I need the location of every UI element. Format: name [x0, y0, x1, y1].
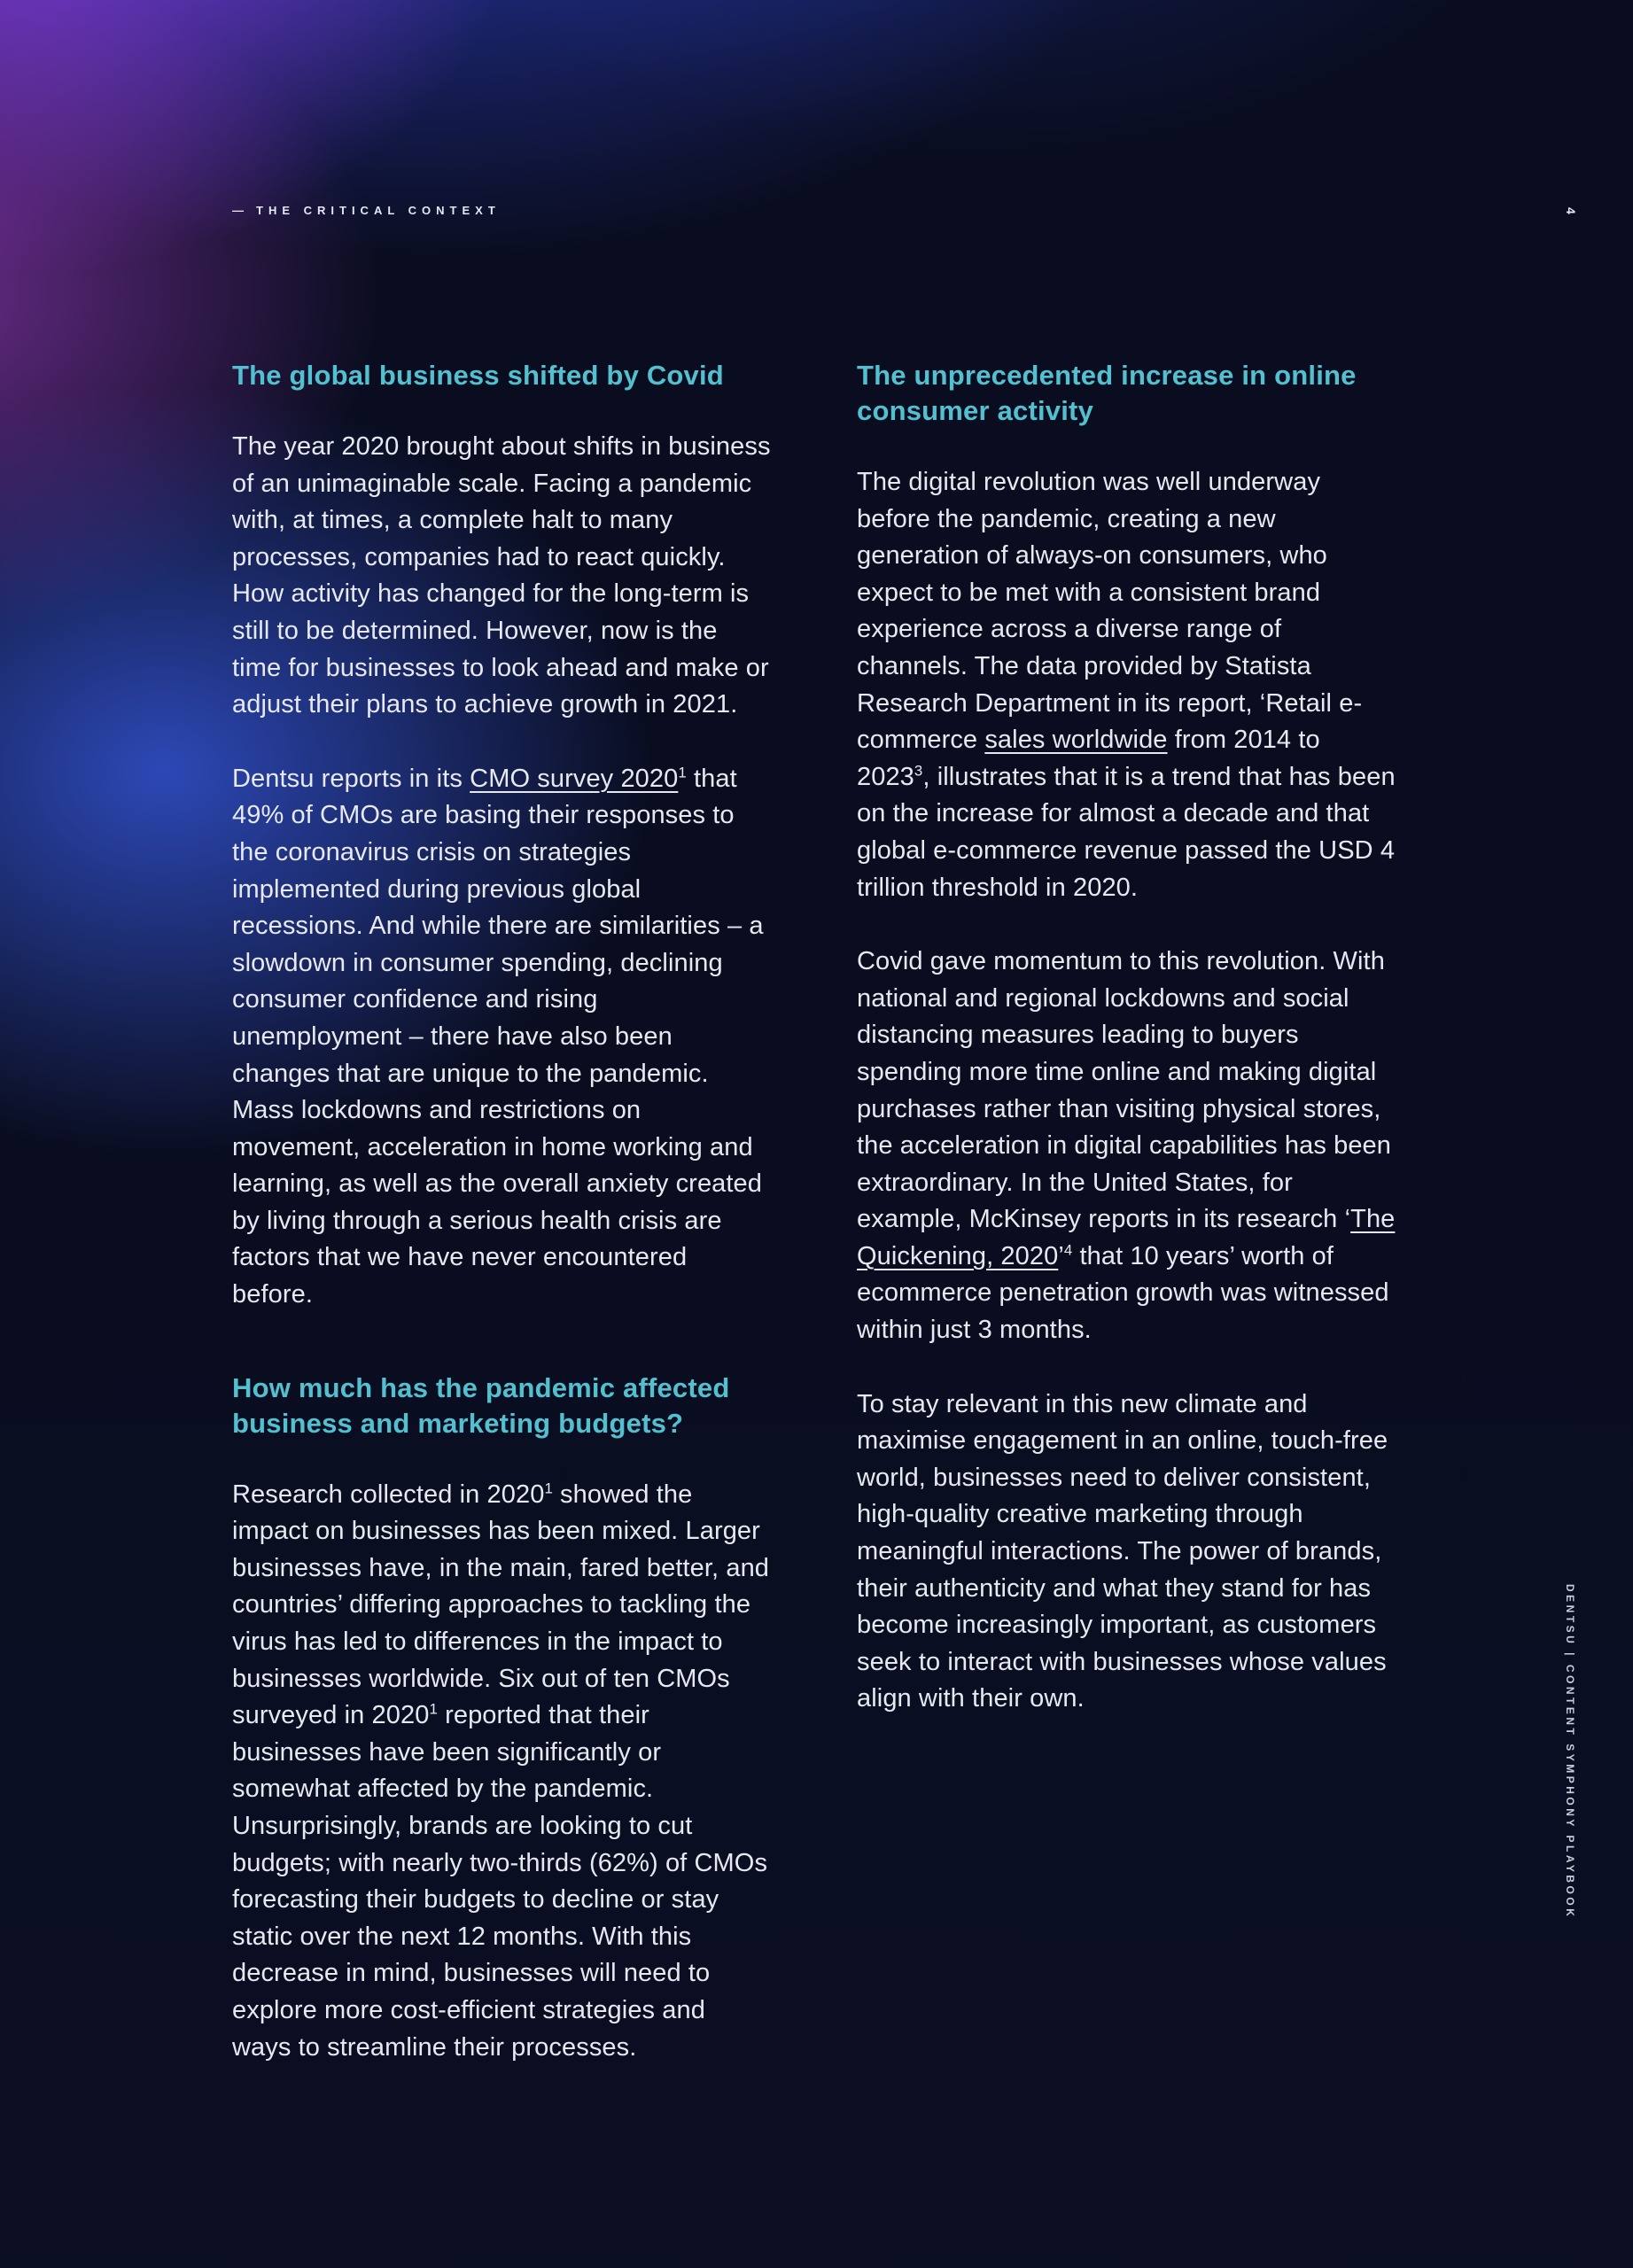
- text-segment: The digital revolution was well underway before the pandemic, creating a new generation of always-on consumers, who expect to be met with a consistent brand experience across a diverse range of channels. The data provided by Statista Research Department in its report, ‘Retail e-commerce: [857, 468, 1363, 755]
- heading-online-consumer: The unprecedented increase in online consumer activity: [857, 360, 1357, 426]
- para-year-2020: The year 2020 brought about shifts in business of an unimaginable scale. Facing a pandemic with, at times, a complete halt to many processes, companies had to react quickly. How activity has changed for the long-term is still to be determined. However, now is the time for businesses to look ahead and make or adjust their plans to achieve growth in 2021.: [232, 432, 771, 719]
- section-dash: —: [232, 204, 244, 217]
- text-segment: that 10 years’ worth of ecommerce penetration growth was witnessed within just 3 months.: [857, 1241, 1389, 1345]
- heading-pandemic-budgets: How much has the pandemic affected business and marketing budgets?: [232, 1371, 730, 1439]
- footnote-ref-1: 1: [429, 1700, 438, 1718]
- page-number: 4: [1564, 207, 1578, 214]
- section-marker: [232, 204, 501, 217]
- footnote-ref-3: 3: [914, 762, 923, 780]
- footnote-ref-4: 4: [1063, 1241, 1073, 1259]
- text-segment: , illustrates that it is a trend that has been on the increase for almost a decade and that global e-commerce revenue passed the USD 4 trillion threshold in 2020.: [857, 762, 1396, 902]
- para-covid-momentum: [857, 944, 1396, 1349]
- side-vertical-label: DENTSU | CONTENT SYMPHONY PLAYBOOK: [1564, 1584, 1576, 1920]
- link-sales-worldwide[interactable]: sales worldwide: [984, 726, 1168, 755]
- section-label: THE CRITICAL CONTEXT: [256, 204, 501, 217]
- text-segment: that 49% of CMOs are basing their responses to the coronavirus crisis on strategies implemented during previous global recessions. And while there are similarities – a slowdown in consumer spending, declining consumer confidence and rising unemployment – there have also been changes that are unique to the pandemic. Mass lockdowns and restrictions on movement, acceleration in home working and learning, as well as the overall anxiety created by living through a serious health crisis are factors that we have never encountered before.: [232, 764, 764, 1309]
- text-segment: Dentsu reports in its: [232, 764, 470, 793]
- text-segment: reported that their businesses have been significantly or somewhat affected by the pandemic. Unsurprisingly, brands are looking to cut budgets; with nearly two-thirds (62%) of CMOs forecasting their budgets to decline or stay static over the next 12 months. With this decrease in mind, businesses will need to explore more cost-efficient strategies and ways to streamline their processes.: [232, 1701, 768, 2062]
- footnote-ref-1: 1: [678, 764, 687, 781]
- link-cmo-survey-2020[interactable]: CMO survey 2020: [470, 764, 679, 793]
- para-dentsu-reports: [232, 761, 771, 1314]
- footnote-ref-1: 1: [544, 1480, 553, 1496]
- content-columns: [232, 358, 1396, 2103]
- text-segment: Research collected in 2020: [232, 1480, 545, 1509]
- heading-global-business: The global business shifted by Covid: [232, 360, 724, 391]
- text-segment: showed the impact on businesses has been mixed. Larger businesses have, in the main, fared better, and countries’ differing approaches to tackling the virus has led to differences in the impact to businesses worldwide. Six out of ten CMOs surveyed in 2020: [232, 1480, 770, 1730]
- para-stay-relevant: To stay relevant in this new climate and maximise engagement in an online, touch-free world, businesses need to deliver consistent, high-quality creative marketing through meaningful interactions. The power of brands, their authenticity and what they stand for has become increasingly important, as customers seek to interact with businesses whose values align with their own.: [857, 1389, 1388, 1713]
- text-segment: ’: [1058, 1241, 1064, 1270]
- para-digital-revolution: [857, 464, 1396, 906]
- text-segment: from 2014 to 2023: [857, 726, 1320, 791]
- para-research-collected: [232, 1477, 771, 2067]
- left-column: [232, 358, 771, 2103]
- link-the-quickening-2020[interactable]: The Quickening, 2020: [857, 1205, 1396, 1270]
- right-column: [857, 358, 1396, 1755]
- text-segment: Covid gave momentum to this revolution. With national and regional lockdowns and social distancing measures leading to buyers spending more time online and making digital purchases rather than visiting physical stores, the acceleration in digital capabilities has been extraordinary. In the United States, for example, McKinsey reports in its research ‘: [857, 947, 1392, 1234]
